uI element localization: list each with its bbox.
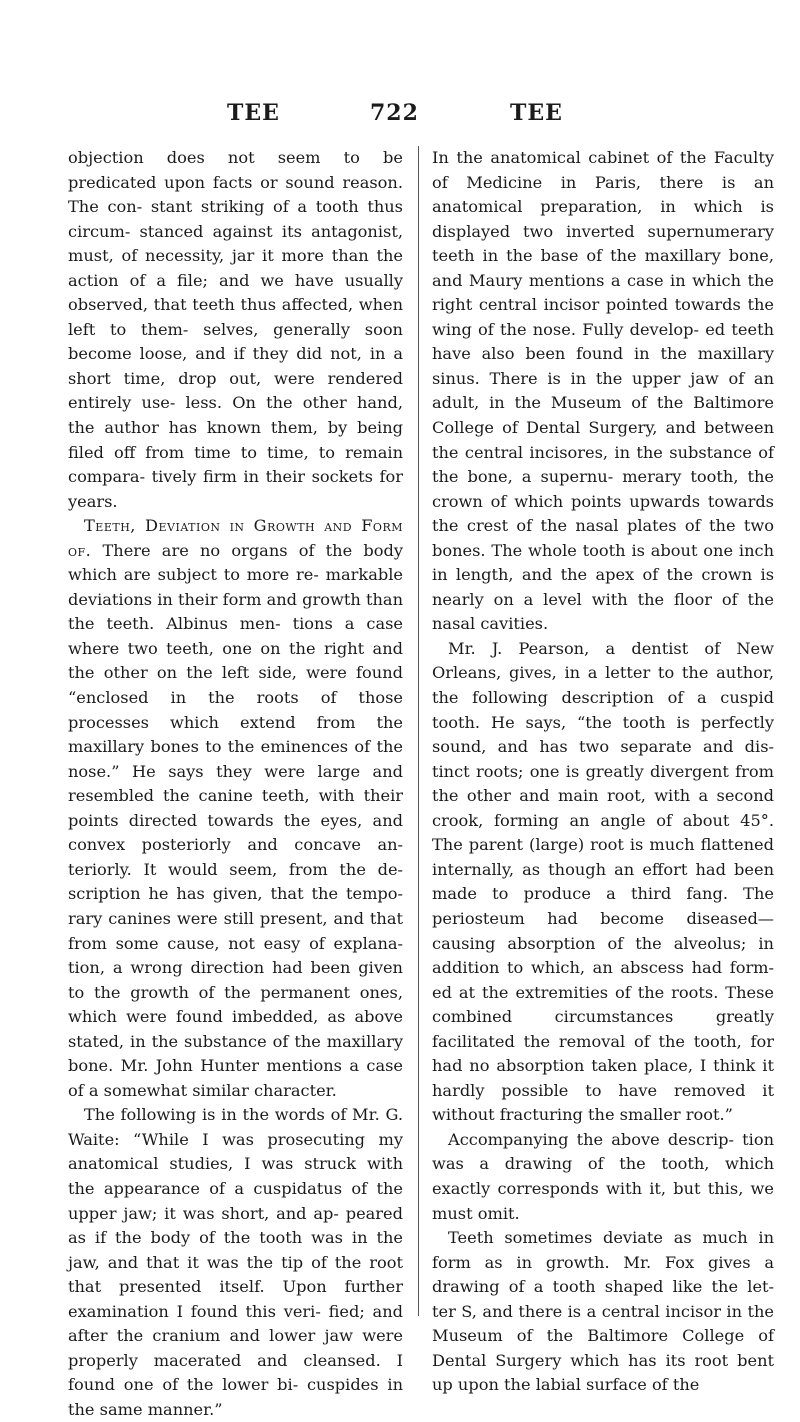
right-paragraph-3: Accompanying the above descrip- tion was a drawing of the tooth, which exactly corresponds with it, but this, we must omit. (432, 1129, 774, 1223)
page-number: 722 (370, 100, 419, 126)
entry-heading: Teeth, Deviation in Growth and Form of. (68, 516, 403, 560)
left-paragraph-2 (68, 514, 403, 1103)
left-paragraph-3: The following is in the words of Mr. G. Waite: “While I was prosecuting my anatomical studies, I was struck with the appearance of a cuspidatus of the upper jaw; it was short, and ap- peared as if the body of the tooth was in the jaw, and that it was the tip of the root that presented itself. Upon further examination I found this veri- fied; and after the cranium and lower jaw were properly macerated and cleansed. I found one of the lower bi- cuspides in the same manner.” (68, 1105, 403, 1419)
column-divider (418, 146, 419, 1316)
running-header (0, 100, 800, 132)
right-paragraph-4: Teeth sometimes deviate as much in form as in growth. Mr. Fox gives a drawing of a tooth shaped like the let- ter S, and there is a central incisor in the Museum of the Baltimore College of Dental Surgery which has its root bent up upon the labial surface of the (432, 1228, 774, 1395)
left-column (68, 146, 403, 1422)
header-right-word: TEE (510, 100, 563, 126)
left-paragraph-1: objection does not seem to be predicated upon facts or sound reason. The con- stant striking of a tooth thus circum- stanced against its antagonist, must, of necessity, jar it more than the action of a file; and we have usually observed, that teeth thus affected, when left to them- selves, generally soon become loose, and if they did not, in a short time, drop out, were rendered entirely use- less. On the other hand, the author has known them, by being filed off from time to time, to remain compara- tively firm in their sockets for years. (68, 148, 403, 511)
right-paragraph-2: Mr. J. Pearson, a dentist of New Orleans, gives, in a letter to the author, the following description of a cuspid tooth. He says, “the tooth is perfectly sound, and has two separate and dis- tinct roots; one is greatly divergent from the other and main root, with a second crook, forming an angle of about 45°. The parent (large) root is much flattened internally, as though an effort had been made to produce a third fang. The periosteum had become diseased— causing absorption of the alveolus; in addition to which, an abscess had form- ed at the extremities of the roots. These combined circumstances greatly facilitated the removal of the tooth, for had no absorption taken place, I think it hardly possible to have removed it without fracturing the smaller root.” (432, 638, 774, 1125)
left-paragraph-2-text: There are no organs of the body which are subject to more re- markable deviations in their form and growth than the teeth. Albinus men- tions a case where two teeth, one on the right and the other on the left side, were found “enclosed in the roots of those processes which extend from the maxillary bones to the eminences of the nose.” He says they were large and resembled the canine teeth, with their points directed towards the eyes, and convex posteriorly and concave an- teriorly. It would seem, from the de- scription he has given, that the tempo- rary canines were still present, and that from some cause, not easy of explana- tion, a wrong direction had been given to the growth of the permanent ones, which were found imbedded, as above stated, in the substance of the maxillary bone. Mr. John Hunter mentions a case of a somewhat similar character. (68, 540, 403, 1100)
header-left-word: TEE (227, 100, 280, 126)
right-column (432, 146, 774, 1398)
right-paragraph-1: In the anatomical cabinet of the Faculty of Medicine in Paris, there is an anatomical preparation, in which is displayed two inverted supernumerary teeth in the base of the maxillary bone, and Maury mentions a case in which the right central incisor pointed towards the wing of the nose. Fully develop- ed teeth have also been found in the maxillary sinus. There is in the upper jaw of an adult, in the Museum of the Baltimore College of Dental Surgery, and between the central incisores, in the substance of the bone, a supernu- merary tooth, the crown of which points upwards towards the crest of the nasal plates of the two bones. The whole tooth is about one inch in length, and the apex of the crown is nearly on a level with the floor of the nasal cavities. (432, 148, 774, 634)
